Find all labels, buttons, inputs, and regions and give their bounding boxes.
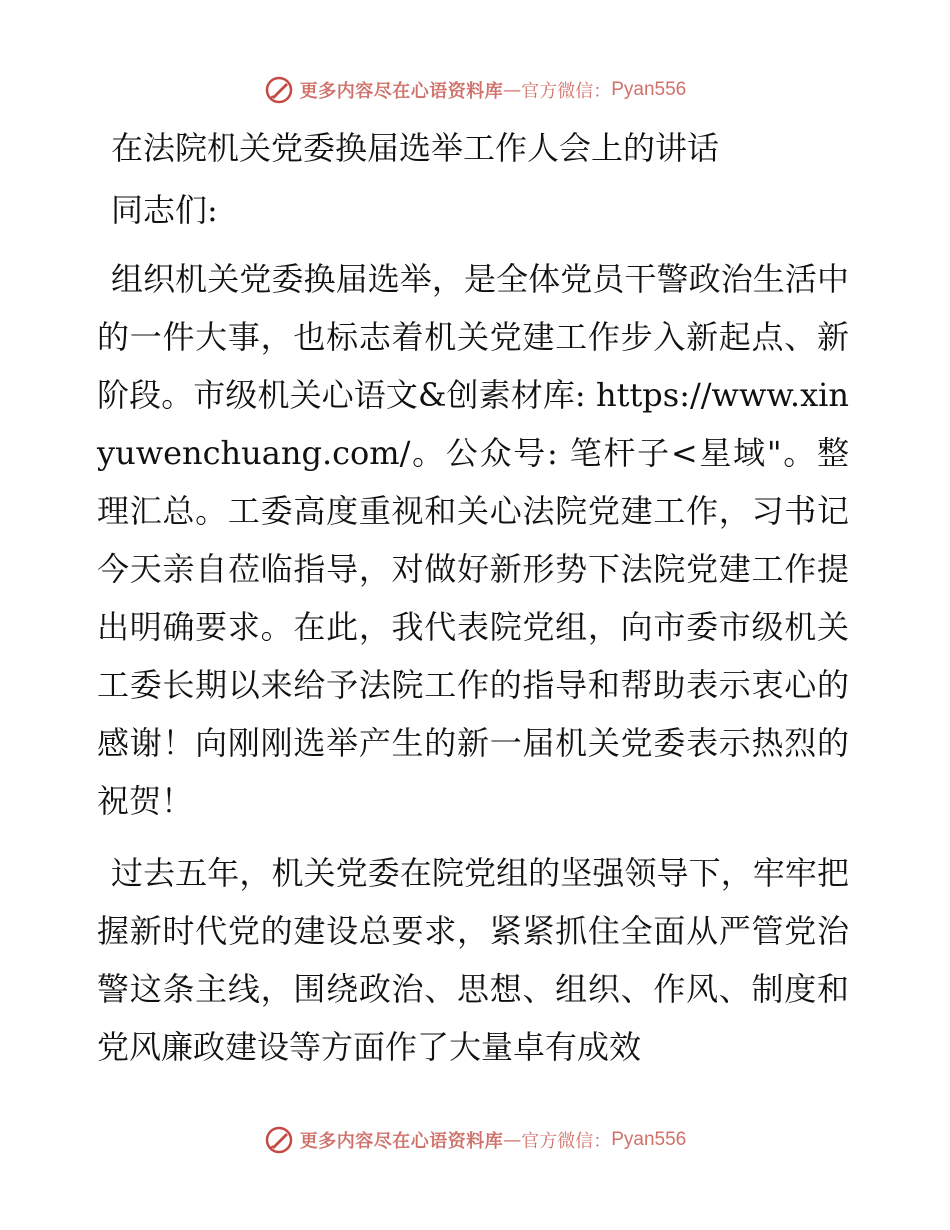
banner-contact-label: 官方微信：: [521, 1131, 612, 1152]
banner-wechat-id: Pyan556: [611, 1129, 687, 1150]
footer-watermark-banner: [0, 1122, 950, 1158]
banner-wechat-id: Pyan556: [611, 79, 687, 100]
quill-pen-logo-icon: [264, 1125, 294, 1155]
banner-separator: —: [503, 79, 522, 101]
quill-pen-logo-icon: [264, 75, 294, 105]
header-watermark-banner: [0, 72, 950, 108]
banner-contact-label: 官方微信：: [521, 81, 612, 102]
paragraph-2: 过去五年，机关党委在院党组的坚强领导下，牢牢把握新时代党的建设总要求，紧紧抓住全面从严管党治警这条主线，围绕政治、思想、组织、作风、制度和党风廉政建设等方面作了大量卓有成效: [97, 854, 849, 1066]
banner-separator: —: [503, 1129, 522, 1151]
salutation: 同志们:: [111, 191, 218, 229]
paragraph-1: 组织机关党委换届选举，是全体党员干警政治生活中的一件大事，也标志着机关党建工作步入新起点、新阶段。市级机关心语文&创素材库: https://www.xinyuwenchuang.com/。公众号: 笔杆子<星域"。整理汇总。工委高度重视和关心法院党建工作，习书记今天亲自莅临指导，对做好新形势下法院党建工作提出明确要求。在此，我代表院党组，向市委市级机关工委长期以来给予法院工作的指导和帮助表示衷心的感谢！向刚刚选举产生的新一届机关党委表示热烈的祝贺！: [97, 260, 849, 820]
banner-brand-text: 更多内容尽在心语资料库: [299, 1131, 504, 1152]
document-title: 在法院机关党委换届选举工作人会上的讲话: [111, 129, 720, 167]
document-body: [97, 122, 849, 1090]
banner-brand-text: 更多内容尽在心语资料库: [299, 81, 504, 102]
